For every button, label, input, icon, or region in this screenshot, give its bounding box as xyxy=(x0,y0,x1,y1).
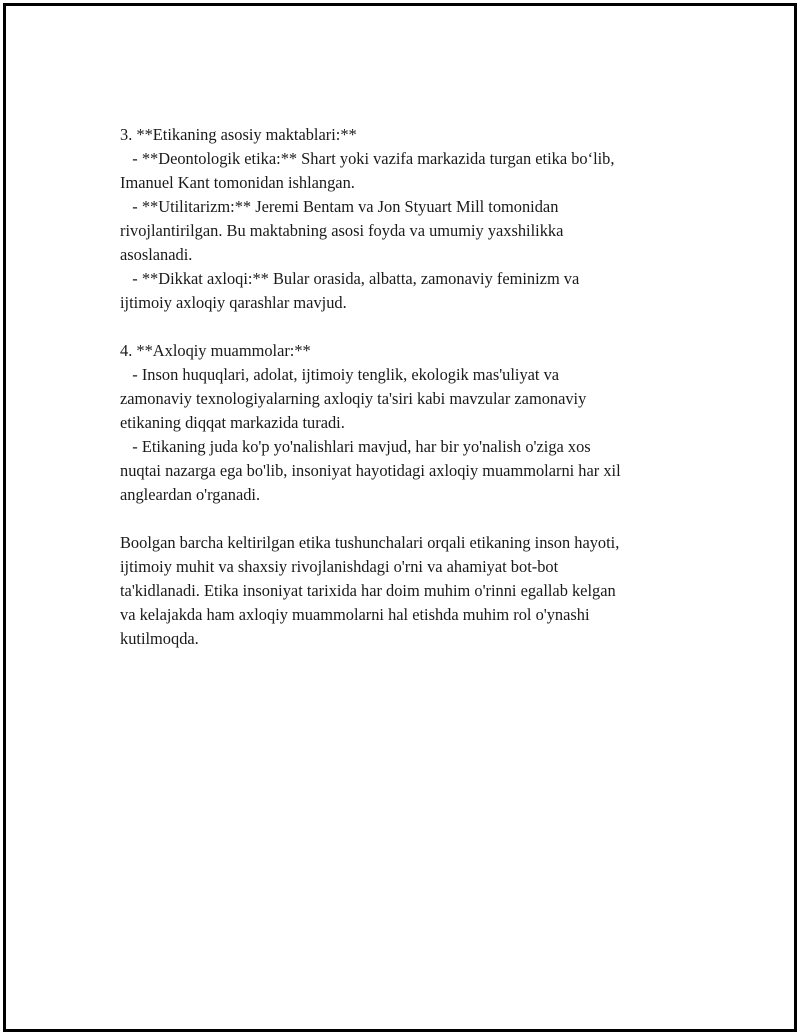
text-line: ta'kidlanadi. Etika insoniyat tarixida har doim muhim o'rinni egallab kelgan xyxy=(120,581,616,600)
text-line: Imanuel Kant tomonidan ishlangan. xyxy=(120,173,355,192)
section-etika-maktablari xyxy=(120,123,700,315)
text-line: - **Utilitarizm:** Jeremi Bentam va Jon Styuart Mill tomonidan xyxy=(120,197,559,216)
paragraph-gap xyxy=(120,507,700,531)
text-line: - Etikaning juda ko'p yo'nalishlari mavjud, har bir yo'nalish o'ziga xos xyxy=(120,437,591,456)
text-line: Boolgan barcha keltirilgan etika tushunchalari orqali etikaning inson hayoti, xyxy=(120,533,620,552)
text-line: - Inson huquqlari, adolat, ijtimoiy tenglik, ekologik mas'uliyat va xyxy=(120,365,560,384)
text-line: zamonaviy texnologiyalarning axloqiy ta'siri kabi mavzular zamonaviy xyxy=(120,389,587,408)
text-line: rivojlantirilgan. Bu maktabning asosi foyda va umumiy yaxshilikka xyxy=(120,221,564,240)
document-page xyxy=(3,3,797,1032)
text-line: - **Deontologik etika:** Shart yoki vazifa markazida turgan etika bo‘lib, xyxy=(120,149,615,168)
text-line: - **Dikkat axloqi:** Bular orasida, albatta, zamonaviy feminizm va xyxy=(120,269,580,288)
conclusion-paragraph xyxy=(120,531,700,651)
text-line: kutilmoqda. xyxy=(120,629,199,648)
text-line: angleardan o'rganadi. xyxy=(120,485,261,504)
text-line: nuqtai nazarga ega bo'lib, insoniyat hayotidagi axloqiy muammolarni har xil xyxy=(120,461,621,480)
document-body xyxy=(120,123,700,651)
text-line: ijtimoiy muhit va shaxsiy rivojlanishdagi o'rni va ahamiyat bot-bot xyxy=(120,557,559,576)
text-line: ijtimoiy axloqiy qarashlar mavjud. xyxy=(120,293,347,312)
paragraph-gap xyxy=(120,315,700,339)
section-axloqiy-muammolar xyxy=(120,339,700,507)
text-line: etikaning diqqat markazida turadi. xyxy=(120,413,345,432)
text-line: va kelajakda ham axloqiy muammolarni hal etishda muhim rol o'ynashi xyxy=(120,605,590,624)
section-heading: 4. **Axloqiy muammolar:** xyxy=(120,341,311,360)
section-heading: 3. **Etikaning asosiy maktablari:** xyxy=(120,125,357,144)
text-line: asoslanadi. xyxy=(120,245,193,264)
